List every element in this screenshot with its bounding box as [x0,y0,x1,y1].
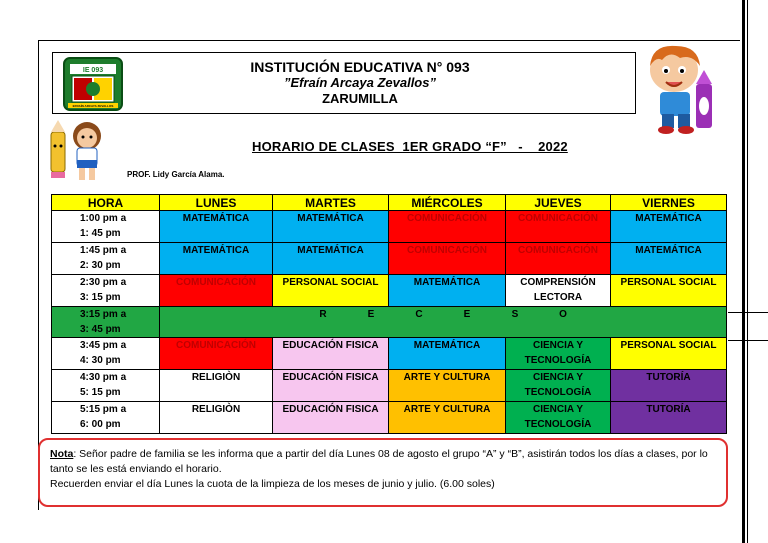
schedule-row [52,370,727,402]
recess-cell [160,307,727,338]
institution-city: ZARUMILLA [322,91,398,106]
recess-letter: E [367,309,375,320]
crest-bottom-text: EFRAÍN ARCAYA ZEVALLOS [72,104,114,108]
class-schedule-table [51,194,727,434]
subject-cell: COMUNICACIÓN [389,211,506,243]
recess-row [52,307,727,338]
margin-mark [728,340,768,341]
subject-cell: PERSONAL SOCIAL [273,275,389,307]
recess-letter: R [319,309,327,320]
time-end: 5: 15 pm [80,387,121,398]
parent-notice-box [38,438,728,507]
subject-cell: MATEMÁTICA [611,243,727,275]
time-end: 4: 30 pm [80,355,121,366]
schedule-row [52,338,727,370]
time-start: 1:00 pm a [80,213,127,224]
notice-text: : Señor padre de familia se les informa que a partir del día Lunes 08 de agosto el grupo “A” y “B”, asistirán todos los días a clases, por lo tanto se les está enviando el horario. [50,448,708,475]
subject-cell: MATEMÁTICA [160,211,273,243]
recess-letter: O [559,309,567,320]
schedule-row [52,211,727,243]
recess-letter: C [415,309,423,320]
subject-cell: PERSONAL SOCIAL [611,275,727,307]
recess-letter: E [463,309,471,320]
schedule-row [52,275,727,307]
time-start: 5:15 pm a [80,404,127,415]
school-crest-logo [62,56,124,112]
time-slot-cell [52,275,160,307]
recess-letter: S [511,309,519,320]
subject-cell: ARTE Y CULTURA [389,370,506,402]
subject-cell: RELIGIÒN [160,402,273,434]
schedule-row [52,402,727,434]
subject-cell: MATEMÁTICA [389,338,506,370]
subject-cell: MATEMÁTICA [160,243,273,275]
subject-cell: MATEMÁTICA [611,211,727,243]
schedule-header-row [52,195,727,211]
subject-cell: TUTORÍA [611,402,727,434]
time-start: 4:30 pm a [80,372,127,383]
time-slot-cell [52,370,160,402]
notice-label: Nota [50,448,74,460]
subject-cell: ARTE Y CULTURA [389,402,506,434]
schedule-row [52,243,727,275]
notice-reminder: Recuerden enviar el día Lunes la cuota de la limpieza de los meses de junio y julio. (6.00 soles) [50,478,495,490]
margin-mark [728,312,768,313]
time-start: 2:30 pm a [80,277,127,288]
subject-cell: COMUNICACIÓN [506,243,611,275]
subject-cell: MATEMÁTICA [273,243,389,275]
subject-cell: COMUNICACIÓN [160,338,273,370]
institution-patron-name: ”Efraín Arcaya Zevallos” [284,75,436,90]
subject-cell: COMUNICACIÓN [506,211,611,243]
header-cell: LUNES [160,195,273,211]
institution-name: INSTITUCIÓN EDUCATIVA N° 093 [250,59,470,75]
schedule-title: HORARIO DE CLASES 1ER GRADO “F” - 2022 [252,139,568,154]
subject-cell: EDUCACIÓN FISICA [273,370,389,402]
time-slot-cell [52,338,160,370]
subject-cell: MATEMÁTICA [273,211,389,243]
time-start: 3:45 pm a [80,340,127,351]
time-end: 6: 00 pm [80,419,121,430]
time-end: 3: 15 pm [80,292,121,303]
subject-cell: EDUCACIÓN FISICA [273,338,389,370]
subject-cell: COMUNICACIÓN [389,243,506,275]
subject-cell: RELIGIÒN [160,370,273,402]
subject-cell: CIENCIA Y TECNOLOGÍA [506,370,611,402]
subject-cell: PERSONAL SOCIAL [611,338,727,370]
page-edge-line [742,0,745,543]
header-cell: MARTES [273,195,389,211]
boy-with-crayon-illustration [640,40,720,136]
subject-cell: EDUCACIÓN FISICA [273,402,389,434]
subject-cell: CIENCIA Y TECNOLOGÍA [506,402,611,434]
teacher-name: PROF. Lidy García Alama. [127,170,225,179]
subject-cell: TUTORÍA [611,370,727,402]
header-cell: VIERNES [611,195,727,211]
time-end: 3: 45 pm [80,324,121,335]
time-slot-cell [52,307,160,338]
subject-cell: COMPRENSIÓN LECTORA [506,275,611,307]
page-edge-line-thin [747,0,748,543]
time-end: 1: 45 pm [80,228,121,239]
time-slot-cell [52,243,160,275]
crest-top-text: IE 093 [82,67,104,74]
time-start: 3:15 pm a [80,309,127,320]
header-cell: HORA [52,195,160,211]
subject-cell: COMUNICACIÓN [160,275,273,307]
subject-cell: CIENCIA Y TECNOLOGÍA [506,338,611,370]
subject-cell: MATEMÁTICA [389,275,506,307]
page-left-rule [38,40,39,510]
time-start: 1:45 pm a [80,245,127,256]
girl-with-pencil-illustration [45,118,115,184]
time-end: 2: 30 pm [80,260,121,271]
header-cell: MIÉRCOLES [389,195,506,211]
page-top-rule [38,40,740,41]
header-cell: JUEVES [506,195,611,211]
time-slot-cell [52,211,160,243]
time-slot-cell [52,402,160,434]
